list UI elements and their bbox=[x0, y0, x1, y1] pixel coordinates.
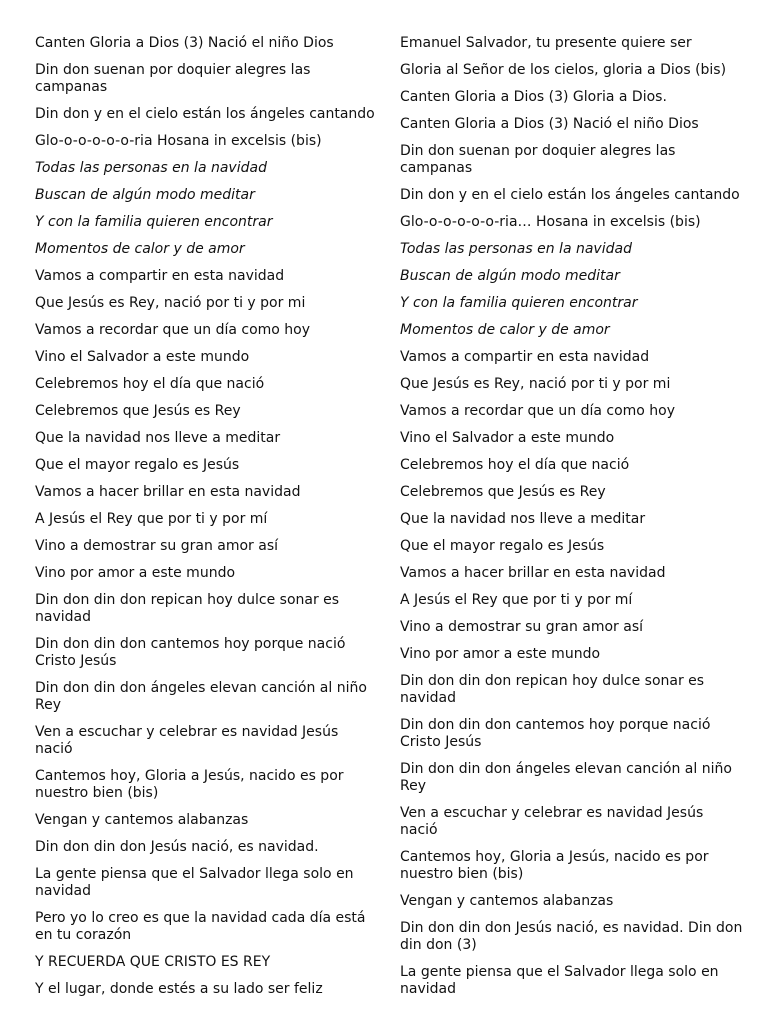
lyric-line: Gloria al Señor de los cielos, gloria a Dios (bis) bbox=[400, 62, 727, 78]
lyric-line: Celebremos que Jesús es Rey bbox=[35, 403, 241, 419]
lyric-line: Que la navidad nos lleve a meditar bbox=[35, 430, 281, 446]
lyric-line: Vino a demostrar su gran amor así bbox=[35, 538, 279, 554]
lyric-line: Y el lugar, donde estés a su lado ser feliz bbox=[35, 981, 323, 997]
lyric-line: Buscan de algún modo meditar bbox=[35, 187, 255, 203]
lyric-line: Din don suenan por doquier alegres las campanas bbox=[400, 143, 676, 176]
lyric-line: Que el mayor regalo es Jesús bbox=[400, 538, 605, 554]
lyric-line: A Jesús el Rey que por ti y por mí bbox=[400, 592, 633, 608]
lyric-line: Que el mayor regalo es Jesús bbox=[35, 457, 240, 473]
lyric-line: Cantemos hoy, Gloria a Jesús, nacido es por nuestro bien (bis) bbox=[400, 849, 709, 882]
lyric-line: Glo-o-o-o-o-o-ria… Hosana in excelsis (bis) bbox=[400, 214, 701, 230]
lyric-line: Vengan y cantemos alabanzas bbox=[35, 812, 249, 828]
lyric-line: Celebremos hoy el día que nació bbox=[400, 457, 630, 473]
lyric-line: Vino a demostrar su gran amor así bbox=[400, 619, 644, 635]
lyric-line: Celebremos que Jesús es Rey bbox=[400, 484, 606, 500]
lyric-line: Que Jesús es Rey, nació por ti y por mi bbox=[400, 376, 671, 392]
lyric-line: Celebremos hoy el día que nació bbox=[35, 376, 265, 392]
lyric-line: Din don din don repican hoy dulce sonar es navidad bbox=[400, 673, 705, 706]
lyric-line: La gente piensa que el Salvador llega solo en navidad bbox=[35, 866, 354, 899]
lyric-line: Y con la familia quieren encontrar bbox=[35, 214, 273, 230]
lyric-line: Buscan de algún modo meditar bbox=[400, 268, 620, 284]
lyric-line: Vino por amor a este mundo bbox=[400, 646, 601, 662]
lyric-line: Momentos de calor y de amor bbox=[35, 241, 245, 257]
lyric-line: Vamos a compartir en esta navidad bbox=[35, 268, 285, 284]
lyric-line: Din don din don ángeles elevan canción al niño Rey bbox=[400, 761, 732, 794]
lyric-line: Ven a escuchar y celebrar es navidad Jesús nació bbox=[400, 805, 704, 838]
lyric-line: Din don din don cantemos hoy porque nació Cristo Jesús bbox=[35, 636, 346, 669]
lyric-line: Din don din don Jesús nació, es navidad. Din don din don (3) bbox=[400, 920, 743, 953]
lyric-line: Y RECUERDA QUE CRISTO ES REY bbox=[35, 954, 271, 970]
lyric-line: A Jesús el Rey que por ti y por mí bbox=[35, 511, 268, 527]
lyric-line: Cantemos hoy, Gloria a Jesús, nacido es por nuestro bien (bis) bbox=[35, 768, 344, 801]
lyric-line: Din don suenan por doquier alegres las campanas bbox=[35, 62, 311, 95]
lyric-line: Y con la familia quieren encontrar bbox=[400, 295, 638, 311]
lyric-line: Vino el Salvador a este mundo bbox=[35, 349, 250, 365]
lyric-line: Todas las personas en la navidad bbox=[35, 160, 267, 176]
lyric-line: Din don din don repican hoy dulce sonar es navidad bbox=[35, 592, 340, 625]
lyric-line: Vamos a hacer brillar en esta navidad bbox=[35, 484, 301, 500]
lyric-line: Canten Gloria a Dios (3) Gloria a Dios. bbox=[400, 89, 667, 105]
lyric-line: Vamos a compartir en esta navidad bbox=[400, 349, 650, 365]
lyric-line: Que Jesús es Rey, nació por ti y por mi bbox=[35, 295, 306, 311]
lyric-line: Din don din don ángeles elevan canción al niño Rey bbox=[35, 680, 367, 713]
lyric-line: Vengan y cantemos alabanzas bbox=[400, 893, 614, 909]
lyric-line: Vino el Salvador a este mundo bbox=[400, 430, 615, 446]
lyric-line: Ven a escuchar y celebrar es navidad Jesús nació bbox=[35, 724, 339, 757]
lyric-line: Vamos a recordar que un día como hoy bbox=[400, 403, 676, 419]
lyric-line: Din don y en el cielo están los ángeles cantando bbox=[35, 106, 375, 122]
lyrics-right-column bbox=[400, 35, 745, 1008]
lyric-line: La gente piensa que el Salvador llega solo en navidad bbox=[400, 964, 719, 997]
lyric-line: Vamos a recordar que un día como hoy bbox=[35, 322, 311, 338]
lyric-line: Vino por amor a este mundo bbox=[35, 565, 236, 581]
lyric-line: Emanuel Salvador, tu presente quiere ser bbox=[400, 35, 692, 51]
lyric-line: Pero yo lo creo es que la navidad cada día está en tu corazón bbox=[35, 910, 366, 943]
lyric-line: Todas las personas en la navidad bbox=[400, 241, 632, 257]
lyric-line: Din don y en el cielo están los ángeles cantando bbox=[400, 187, 740, 203]
lyric-line: Canten Gloria a Dios (3) Nació el niño Dios bbox=[400, 116, 699, 132]
lyric-line: Que la navidad nos lleve a meditar bbox=[400, 511, 646, 527]
lyric-line: Din don din don cantemos hoy porque nació Cristo Jesús bbox=[400, 717, 711, 750]
lyric-line: Vamos a hacer brillar en esta navidad bbox=[400, 565, 666, 581]
lyrics-left-column bbox=[35, 35, 380, 1008]
lyric-line: Glo-o-o-o-o-o-ria Hosana in excelsis (bis) bbox=[35, 133, 322, 149]
lyric-line: Din don din don Jesús nació, es navidad. bbox=[35, 839, 319, 855]
lyric-line: Momentos de calor y de amor bbox=[400, 322, 610, 338]
lyric-line: Canten Gloria a Dios (3) Nació el niño Dios bbox=[35, 35, 334, 51]
